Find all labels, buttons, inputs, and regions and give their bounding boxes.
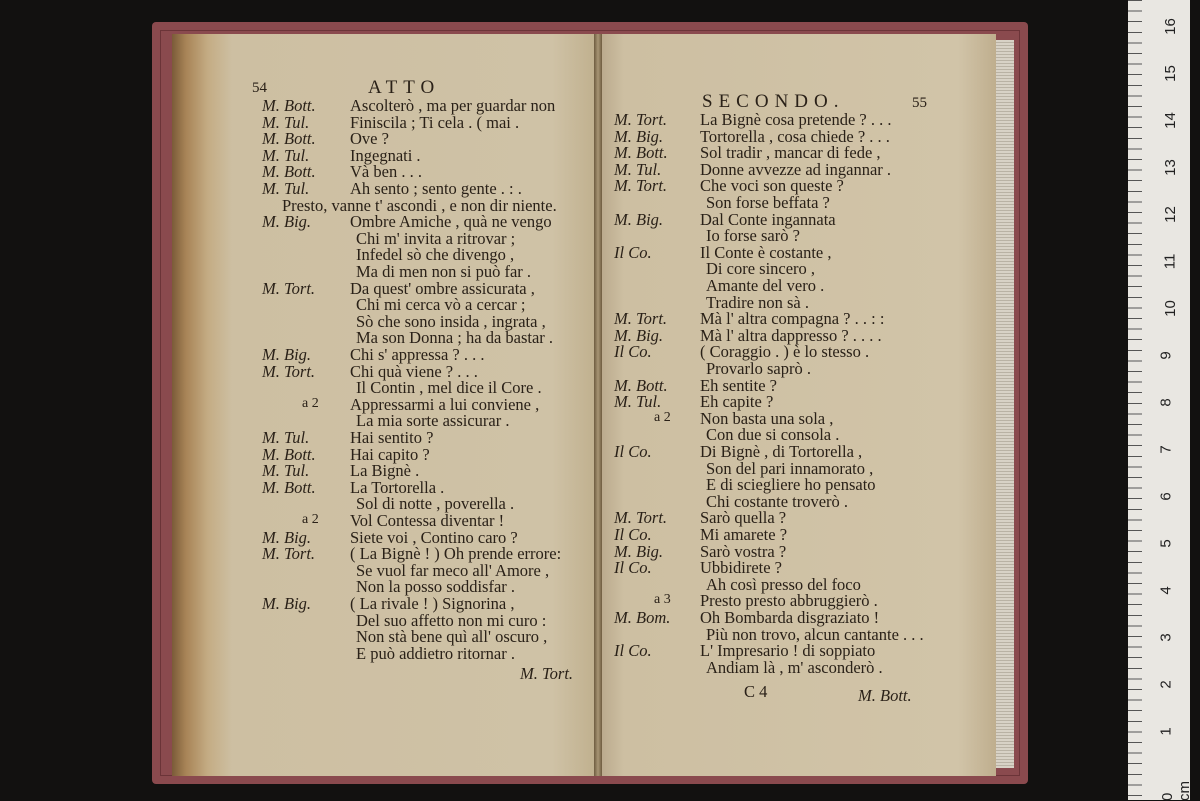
verse-line: Ubbidirete ? xyxy=(700,558,783,578)
verse-line: Non la posso soddisfar . xyxy=(356,577,516,597)
verse-line: Chi s' appressa ? . . . xyxy=(350,345,485,364)
speaker-label: a 2 xyxy=(302,512,319,527)
speaker-label: M. Tul. xyxy=(614,159,662,179)
verse-line: Tortorella , cosa chiede ? . . . xyxy=(700,126,890,146)
verse-line: Ah sento ; sento gente . : . xyxy=(350,179,522,198)
verse-line: E di sciegliere ho pensato xyxy=(706,475,876,495)
speaker-label: M. Tort. xyxy=(614,508,668,528)
right-catchword: M. Bott. xyxy=(858,686,912,705)
verse-line: Oh Bombarda disgraziato ! xyxy=(700,608,880,627)
speaker-label: M. Bott. xyxy=(262,444,316,464)
ruler-number: 0 cm xyxy=(1159,781,1193,801)
verse-line: Io forse sarò ? xyxy=(706,226,800,246)
speaker-label: M. Big. xyxy=(262,594,312,613)
speaker-label: M. Tul. xyxy=(614,392,662,412)
verse-line: Hai sentito ? xyxy=(350,428,434,447)
left-page-header: ATTO xyxy=(368,77,441,98)
book-gutter xyxy=(594,34,602,776)
measurement-ruler xyxy=(1128,0,1193,801)
ruler-number: 15 xyxy=(1161,65,1179,82)
left-catchword: M. Tort. xyxy=(520,664,574,683)
speaker-label: M. Tort. xyxy=(262,361,316,381)
ruler-number: 12 xyxy=(1161,206,1179,223)
speaker-label: Il Co. xyxy=(614,342,652,362)
verse-line: Son del pari innamorato , xyxy=(706,458,874,478)
verse-line: E può addietro ritornar . xyxy=(356,643,515,663)
ruler-number: 10 xyxy=(1161,300,1179,317)
verse-line: Ombre Amiche , quà ne vengo xyxy=(350,212,552,232)
verse-line: Presto, vanne t' ascondi , e non dir niente. xyxy=(282,195,557,215)
verse-line: Se vuol far meco all' Amore , xyxy=(356,560,550,580)
verse-line: Da quest' ombre assicurata , xyxy=(350,278,535,298)
verse-line: Del suo affetto non mi curo : xyxy=(356,610,547,630)
verse-line: Sarò vostra ? xyxy=(700,541,787,561)
verse-line: Donne avvezze ad ingannar . xyxy=(700,159,892,179)
verse-line: ( La rivale ! ) Signorina , xyxy=(350,594,515,613)
verse-line: Mà l' altra dappresso ? . . . . xyxy=(700,325,882,345)
speaker-label: a 2 xyxy=(654,409,671,425)
verse-line: Hai capito ? xyxy=(350,444,430,464)
verse-line: Ah così presso del foco xyxy=(706,574,861,594)
speaker-label: M. Big. xyxy=(262,212,312,232)
speaker-label: M. Tul. xyxy=(262,179,310,198)
ruler-number: 11 xyxy=(1161,253,1179,270)
right-page-number: 55 xyxy=(912,95,927,111)
verse-line: Ma son Donna ; ha da bastar . xyxy=(356,328,554,348)
verse-line: Chi costante troverò . xyxy=(706,491,849,511)
verse-line: Finiscila ; Ti cela . ( mai . xyxy=(350,112,520,132)
verse-line: Non stà bene quì all' oscuro , xyxy=(356,627,548,647)
right-signature: C 4 xyxy=(744,682,768,701)
verse-line: Chi m' invita a ritrovar ; xyxy=(356,228,516,248)
speaker-label: M. Tul. xyxy=(262,428,310,447)
verse-line: La Bignè . xyxy=(350,461,420,481)
ruler-number: 2 xyxy=(1157,680,1175,689)
verse-line: Sol tradir , mancar di fede , xyxy=(700,143,881,163)
speaker-label: M. Big. xyxy=(262,527,312,547)
speaker-label: a 3 xyxy=(654,592,671,608)
speaker-label: Il Co. xyxy=(614,525,652,544)
verse-line: Amante del vero . xyxy=(706,276,825,295)
verse-line: Il Conte è costante , xyxy=(700,242,832,262)
speaker-label: Il Co. xyxy=(614,558,652,578)
verse-line: Ingegnati . xyxy=(350,145,421,165)
left-page-number: 54 xyxy=(252,80,267,96)
speaker-label: M. Bom. xyxy=(614,608,671,627)
speaker-label: M. Bott. xyxy=(262,96,316,115)
verse-line: Provarlo saprò . xyxy=(706,359,811,378)
verse-line: Infedel sò che divengo , xyxy=(356,245,515,265)
ruler-number: 6 xyxy=(1157,492,1175,501)
speaker-label: Il Co. xyxy=(614,242,652,262)
verse-line: Sò che sono insida , ingrata , xyxy=(356,311,546,331)
verse-line: Appressarmi a lui conviene , xyxy=(350,394,540,414)
speaker-label: M. Bott. xyxy=(614,375,668,395)
ruler-number: 3 xyxy=(1157,633,1175,642)
verse-line: Ascolterò , ma per guardar non xyxy=(350,96,556,115)
speaker-label: M. Tort. xyxy=(614,110,668,129)
verse-line: Eh sentite ? xyxy=(700,375,777,395)
verse-line: Di core sincero , xyxy=(706,259,816,279)
verse-line: Mi amarete ? xyxy=(700,525,788,544)
ruler-number: 5 xyxy=(1157,539,1175,548)
speaker-label: M. Tort. xyxy=(262,278,316,298)
ruler-number: 8 xyxy=(1157,398,1175,407)
verse-line: La mia sorte assicurar . xyxy=(356,411,510,431)
speaker-label: M. Big. xyxy=(614,209,664,229)
verse-line: Che voci son queste ? xyxy=(700,176,844,196)
speaker-label: M. Bott. xyxy=(262,129,316,149)
verse-line: La Bignè cosa pretende ? . . . xyxy=(700,110,892,129)
verse-line: Son forse beffata ? xyxy=(706,193,830,212)
verse-line: Ma di men non si può far . xyxy=(356,262,532,281)
ruler-number: 9 xyxy=(1157,351,1175,360)
speaker-label: M. Big. xyxy=(614,541,664,561)
speaker-label: M. Bott. xyxy=(614,143,668,163)
verse-line: Presto presto abbruggierò . xyxy=(700,591,878,611)
speaker-label: M. Big. xyxy=(262,345,312,364)
speaker-label: M. Bott. xyxy=(262,477,316,497)
ruler-ticks xyxy=(1128,0,1142,800)
verse-line: Di Bignè , di Tortorella , xyxy=(700,442,863,461)
ruler-number: 13 xyxy=(1161,159,1179,176)
ruler-number: 16 xyxy=(1161,18,1179,35)
page-edges xyxy=(996,40,1014,768)
ruler-number: 7 xyxy=(1157,445,1175,454)
verse-line: Và ben . . . xyxy=(350,162,422,182)
speaker-label: M. Tort. xyxy=(614,176,668,196)
ruler-number: 4 xyxy=(1157,586,1175,595)
verse-line: Sol di notte , poverella . xyxy=(356,494,515,514)
ruler-number: 14 xyxy=(1161,112,1179,129)
verse-line: Chi quà viene ? . . . xyxy=(350,361,478,381)
verse-line: Eh capite ? xyxy=(700,392,774,412)
right-page-header: SECONDO. xyxy=(702,91,845,112)
verse-line: Chi mi cerca vò a cercar ; xyxy=(356,295,526,315)
verse-line: La Tortorella . xyxy=(350,477,445,497)
verse-line: Dal Conte ingannata xyxy=(700,209,836,229)
speaker-label: M. Big. xyxy=(614,126,664,146)
verse-line: Ove ? xyxy=(350,129,389,149)
verse-line: Mà l' altra compagna ? . . : : xyxy=(700,309,885,329)
verse-line: Con due si consola . xyxy=(706,425,840,445)
speaker-label: Il Co. xyxy=(614,442,652,461)
verse-line: Siete voi , Contino caro ? xyxy=(350,527,518,547)
verse-line: Tradire non sà . xyxy=(706,292,809,312)
speaker-label: a 2 xyxy=(302,395,319,411)
verse-line: ( La Bignè ! ) Oh prende errore: xyxy=(350,544,562,564)
verse-line: Più non trovo, alcun cantante . . . xyxy=(706,624,924,644)
speaker-label: M. Bott. xyxy=(262,162,316,182)
speaker-label: M. Tul. xyxy=(262,145,310,165)
speaker-label: M. Tul. xyxy=(262,461,310,481)
speaker-label: M. Big. xyxy=(614,325,664,345)
ruler-number: 1 xyxy=(1157,727,1175,736)
verse-line: L' Impresario ! di soppiato xyxy=(700,641,876,661)
speaker-label: Il Co. xyxy=(614,641,652,661)
speaker-label: M. Tul. xyxy=(262,112,310,132)
verse-line: Il Contin , mel dice il Core . xyxy=(356,378,542,398)
speaker-label: M. Tort. xyxy=(262,544,316,564)
verse-line: Vol Contessa diventar ! xyxy=(350,511,505,530)
verse-line: Sarò quella ? xyxy=(700,508,787,528)
verse-line: Andiam là , m' asconderò . xyxy=(706,657,883,677)
verse-line: ( Coraggio . ) è lo stesso . xyxy=(700,342,870,362)
verse-line: Non basta una sola , xyxy=(700,408,834,428)
speaker-label: M. Tort. xyxy=(614,309,668,329)
